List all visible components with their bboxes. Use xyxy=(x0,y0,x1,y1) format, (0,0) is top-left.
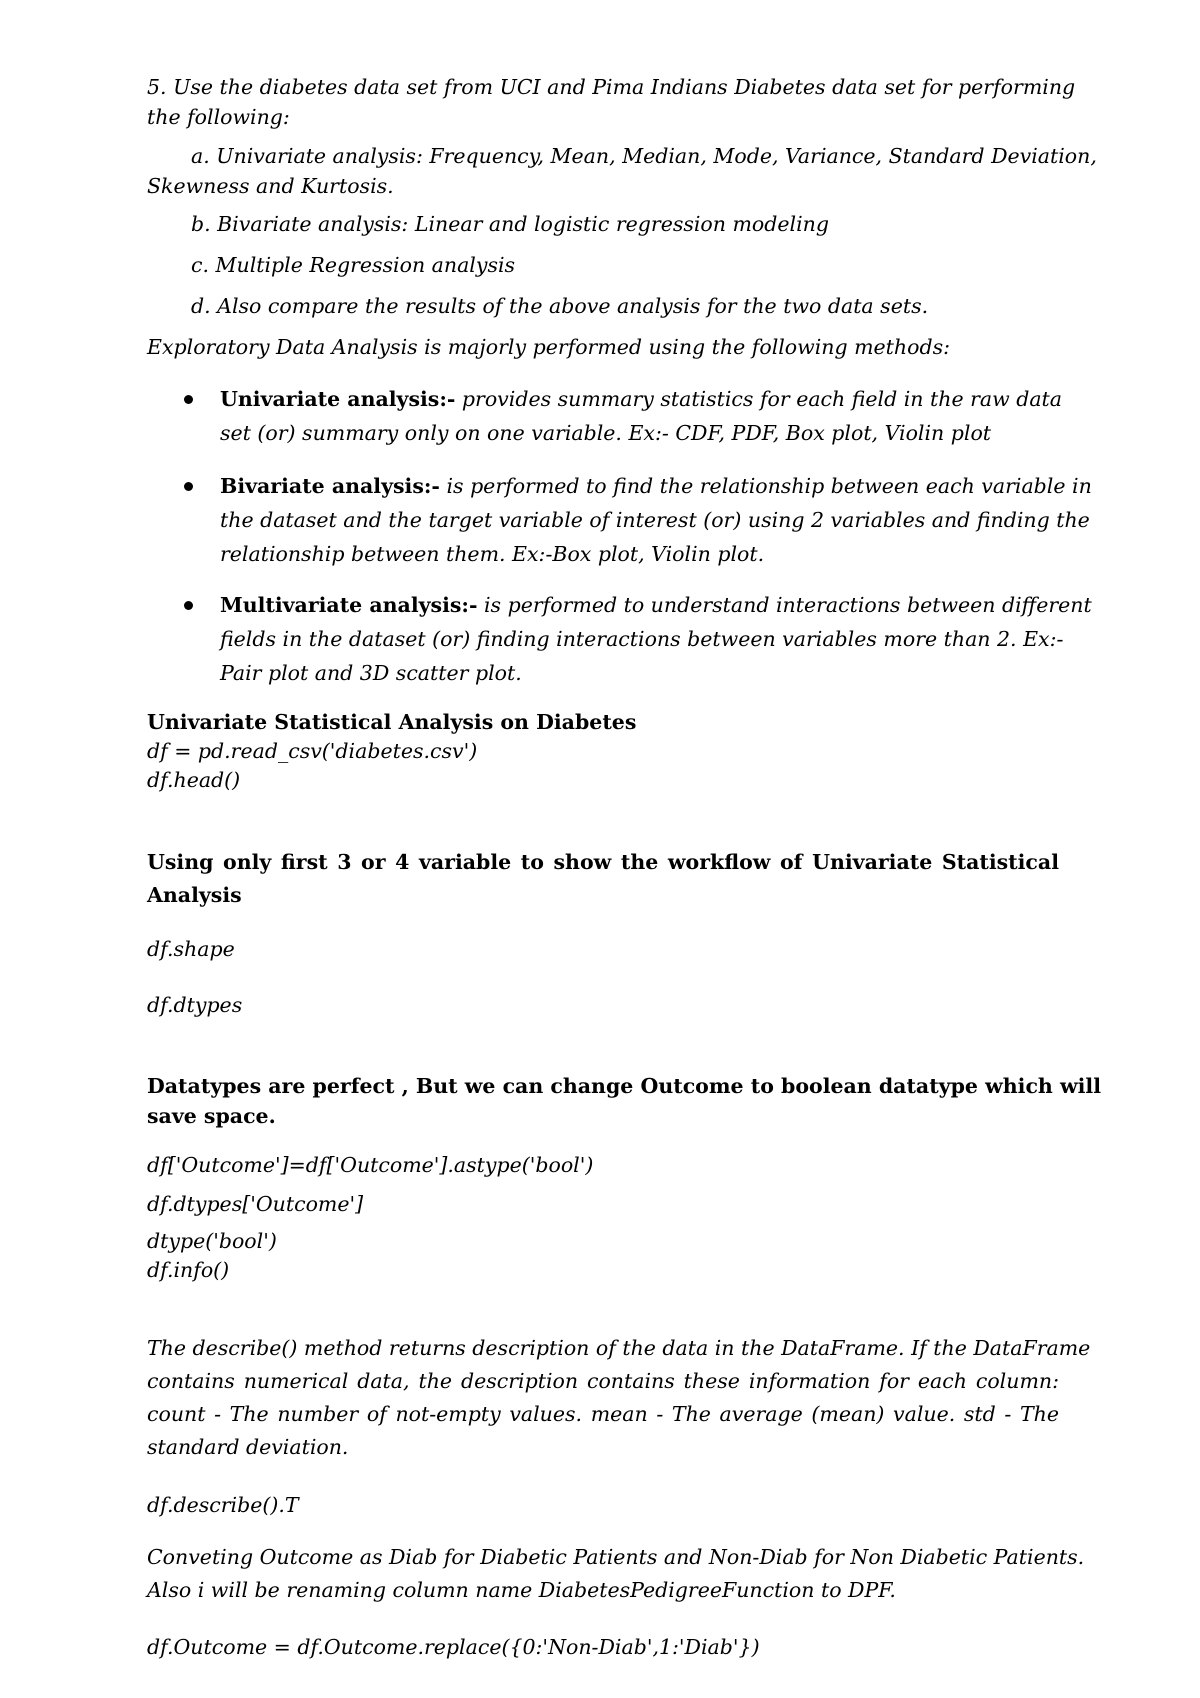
section-heading-workflow xyxy=(147,845,1059,912)
section-heading-univariate: Univariate Statistical Analysis on Diabetes xyxy=(147,710,637,734)
code-replace: df.Outcome = df.Outcome.replace({0:'Non-Diab',1:'Diab'}) xyxy=(147,1635,760,1659)
bullet-term: Bivariate analysis:- xyxy=(220,474,440,498)
heading-line: Datatypes are perfect , But we can change Outcome to boolean datatype which will xyxy=(147,1074,1101,1098)
question-item-a-line: Skewness and Kurtosis. xyxy=(147,174,394,198)
heading-line: Analysis xyxy=(147,883,242,907)
section-heading-datatypes xyxy=(147,1071,1101,1131)
code-describe: df.describe().T xyxy=(147,1493,299,1517)
eda-intro xyxy=(147,330,1059,364)
bullet-term: Univariate analysis:- xyxy=(220,387,456,411)
code-read-csv: df = pd.read_csv('diabetes.csv') xyxy=(147,739,478,763)
convert-paragraph xyxy=(147,1541,1085,1607)
bullet-desc: is performed to find the relationship between each variable in xyxy=(439,474,1092,498)
bullet-univariate-text xyxy=(220,382,1062,450)
bullet-dot-icon xyxy=(184,482,193,491)
code-dtypes: df.dtypes xyxy=(147,993,243,1017)
bullet-term: Multivariate analysis:- xyxy=(220,593,478,617)
question-item-c xyxy=(191,248,1059,282)
code-head: df.head() xyxy=(147,768,241,792)
describe-line: standard deviation. xyxy=(147,1435,349,1459)
convert-line: Conveting Outcome as Diab for Diabetic Patients and Non-Diab for Non Diabetic Patients. xyxy=(147,1545,1085,1569)
bullet-line xyxy=(220,382,1062,416)
code-info: df.info() xyxy=(147,1258,230,1282)
convert-line: Also i will be renaming column name DiabetesPedigreeFunction to DPF. xyxy=(147,1578,896,1602)
bullet-dot-icon xyxy=(184,601,193,610)
question-item-a xyxy=(191,139,1097,173)
bullet-line xyxy=(220,588,1092,622)
describe-line: count - The number of not-empty values. mean - The average (mean) value. std - The xyxy=(147,1402,1059,1426)
question-intro-line: the following: xyxy=(147,105,290,129)
bullet-line: Pair plot and 3D scatter plot. xyxy=(220,661,522,685)
bullet-line: relationship between them. Ex:-Box plot, Violin plot. xyxy=(220,542,765,566)
heading-line: Using only first 3 or 4 variable to show the workflow of Univariate Statistical xyxy=(147,850,1059,874)
bullet-line: set (or) summary only on one variable. Ex:- CDF, PDF, Box plot, Violin plot xyxy=(220,421,992,445)
question-item-d-text: d. Also compare the results of the above analysis for the two data sets. xyxy=(191,294,929,318)
question-item-b-text: b. Bivariate analysis: Linear and logistic regression modeling xyxy=(191,212,829,236)
bullet-line: the dataset and the target variable of interest (or) using 2 variables and finding the xyxy=(220,508,1090,532)
describe-paragraph xyxy=(147,1332,1091,1464)
code-shape: df.shape xyxy=(147,937,235,961)
code-dtypes-outcome: df.dtypes['Outcome'] xyxy=(147,1192,364,1216)
bullet-multivariate-text xyxy=(220,588,1092,690)
eda-intro-text: Exploratory Data Analysis is majorly performed using the following methods: xyxy=(147,335,951,359)
bullet-line xyxy=(220,469,1092,503)
question-item-a-continued xyxy=(147,169,1059,203)
describe-line: contains numerical data, the description contains these information for each column: xyxy=(147,1369,1059,1393)
bullet-desc: is performed to understand interactions between different xyxy=(477,593,1092,617)
question-item-b xyxy=(191,207,1059,241)
bullet-desc: provides summary statistics for each field in the raw data xyxy=(455,387,1062,411)
question-item-d xyxy=(191,289,1059,323)
describe-line: The describe() method returns description of the data in the DataFrame. If the DataFrame xyxy=(147,1336,1091,1360)
question-intro-line: 5. Use the diabetes data set from UCI and Pima Indians Diabetes data set for performing xyxy=(147,75,1076,99)
question-item-c-text: c. Multiple Regression analysis xyxy=(191,253,516,277)
bullet-dot-icon xyxy=(184,395,193,404)
bullet-bivariate-text xyxy=(220,469,1092,571)
heading-line: save space. xyxy=(147,1104,276,1128)
code-dtype-bool: dtype('bool') xyxy=(147,1229,277,1253)
bullet-line: fields in the dataset (or) finding interactions between variables more than 2. Ex:- xyxy=(220,627,1064,651)
question-intro xyxy=(147,70,1076,134)
question-item-a-line: a. Univariate analysis: Frequency, Mean, Median, Mode, Variance, Standard Deviation, xyxy=(191,144,1097,168)
code-astype: df['Outcome']=df['Outcome'].astype('bool') xyxy=(147,1153,594,1177)
